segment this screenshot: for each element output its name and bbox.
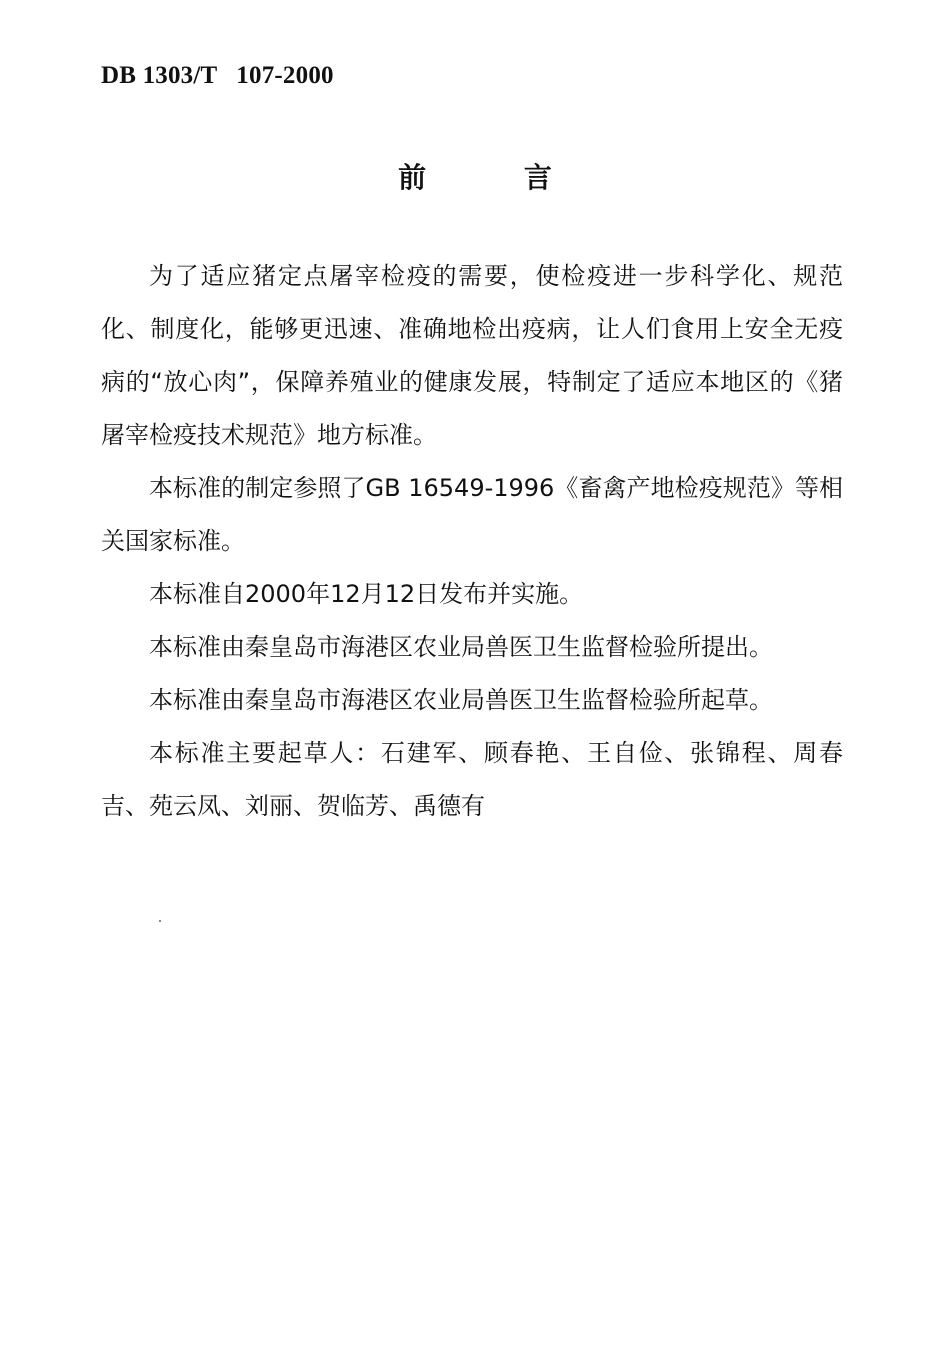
standard-code: DB 1303/T 107-2000	[101, 62, 334, 89]
page-title: 前 言	[398, 161, 596, 194]
foreword-body	[101, 250, 843, 833]
paragraph-proposer: 本标准由秦皇岛市海港区农业局兽医卫生监督检验所提出。	[149, 633, 773, 661]
paragraph-effective-date: 本标准自2000年12月12日发布并实施。	[149, 580, 584, 608]
paragraph-authors: 本标准主要起草人：石建军、顾春艳、王自俭、张锦程、周春吉、苑云凤、刘丽、贺临芳、禹德有	[101, 739, 843, 820]
paragraph-purpose: 为了适应猪定点屠宰检疫的需要，使检疫进一步科学化、规范化、制度化，能够更迅速、准确地检出疫病，让人们食用上安全无疫病的“放心肉”，保障养殖业的健康发展，特制定了适应本地区的《猪屠宰检疫技术规范》地方标准。	[101, 262, 843, 449]
paragraph-drafter: 本标准由秦皇岛市海港区农业局兽医卫生监督检验所起草。	[149, 686, 773, 714]
paragraph-reference: 本标准的制定参照了GB 16549-1996《畜禽产地检疫规范》等相关国家标准。	[101, 474, 843, 555]
scan-speck	[159, 920, 161, 922]
